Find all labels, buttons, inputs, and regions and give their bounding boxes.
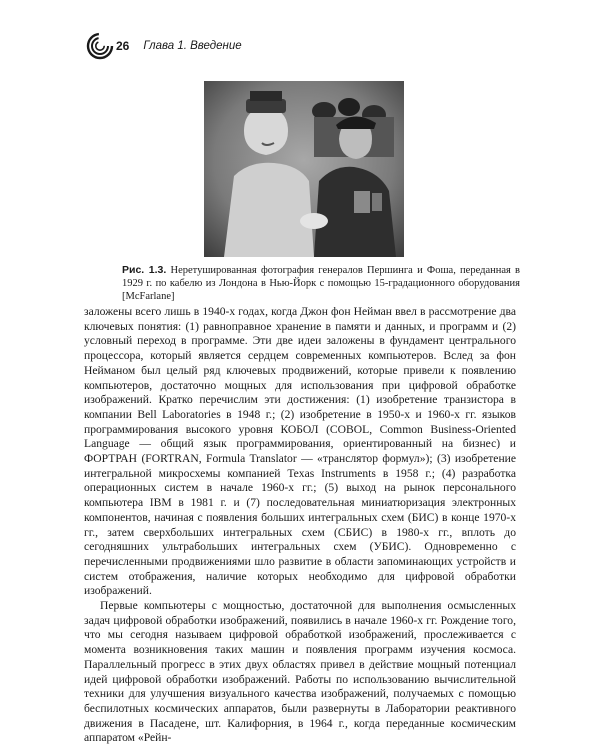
page-header <box>84 32 242 60</box>
figure-photo <box>204 81 404 257</box>
figure-caption <box>122 264 520 303</box>
figure-caption-text: Неретушированная фотография генералов Першинга и Фоша, переданная в 1929 г. по кабелю из Лондона в Нью-Йорк с помощью 15-градационного оборудования [McFarlane] <box>122 265 521 302</box>
chapter-logo-icon <box>84 31 114 61</box>
paragraph: заложены всего лишь в 1940-х годах, когда Джон фон Нейман ввел в рассмотрение два ключевых понятия: (1) равноправное хранение в памяти и данных, и программ и (2) условный переход в программе. Эти две идеи заложены в фундамент центрального процессора, который является сердцем современных компьютеров. Вслед за фон Нейманом был целый ряд ключевых продвижений, которые привели к появлению компьютеров, достаточно мощных для использования при цифровой обработке изображений. Кратко перечислим эти достижения: (1) изобретение транзистора в компании Bell Laboratories в 1948 г.; (2) изобретение в 1950-х и 1960-х гг. языков программирования высокого уровня КОБОЛ (COBOL, Common Business-Oriented Language — общий язык программирования, ориентированный на бизнес) и ФОРТРАН (FORTRAN, Formula Translator — «транслятор формул»); (3) изобретение интегральной микросхемы компанией Texas Instruments в 1958 г.; (4) разработка операционных систем в начале 1960-х гг.; (5) выход на рынок персонального компьютера IBM в 1981 г. и (7) последовательная миниатюризация электронных компонентов, начиная с появления больших интегральных схем (БИС) в конце 1970-х гг., затем сверхбольших интегральных схем (СБИС) в 1980-х гг., вплоть до сегодняшних ультрабольших интегральных схем (УБИС). Одновременно с перечисленными продвижениями шло развитие в области запоминающих устройств и систем отображения, наличие которых необходимо для цифровой обработки изображений. <box>84 305 516 598</box>
historic-photo-image <box>204 81 404 257</box>
chapter-title: Глава 1. Введение <box>143 40 242 52</box>
page-number: 26 <box>116 39 130 53</box>
paragraph: Первые компьютеры с мощностью, достаточной для выполнения осмысленных задач цифровой обработки изображений, появились в начале 1960-х гг. Рождение того, что мы сегодня называем цифровой обработкой изображений, прослеживается с момента возникновения таких машин и появления программ изучения космоса. Параллельный прогресс в этих двух областях привел в действие мощный потенциал идей цифровой обработки изображений. Работы по использованию вычислительной техники для улучшения визуального качества изображений, получаемых с помощью беспилотных космических аппаратов, были развернуты в Лаборатории реактивного движения в Пасадене, шт. Калифорния, в 1964 г., когда переданные космическим аппаратом «Рейн- <box>84 599 516 745</box>
body-text <box>84 305 516 746</box>
figure-caption-label: Рис. 1.3. <box>122 264 167 276</box>
